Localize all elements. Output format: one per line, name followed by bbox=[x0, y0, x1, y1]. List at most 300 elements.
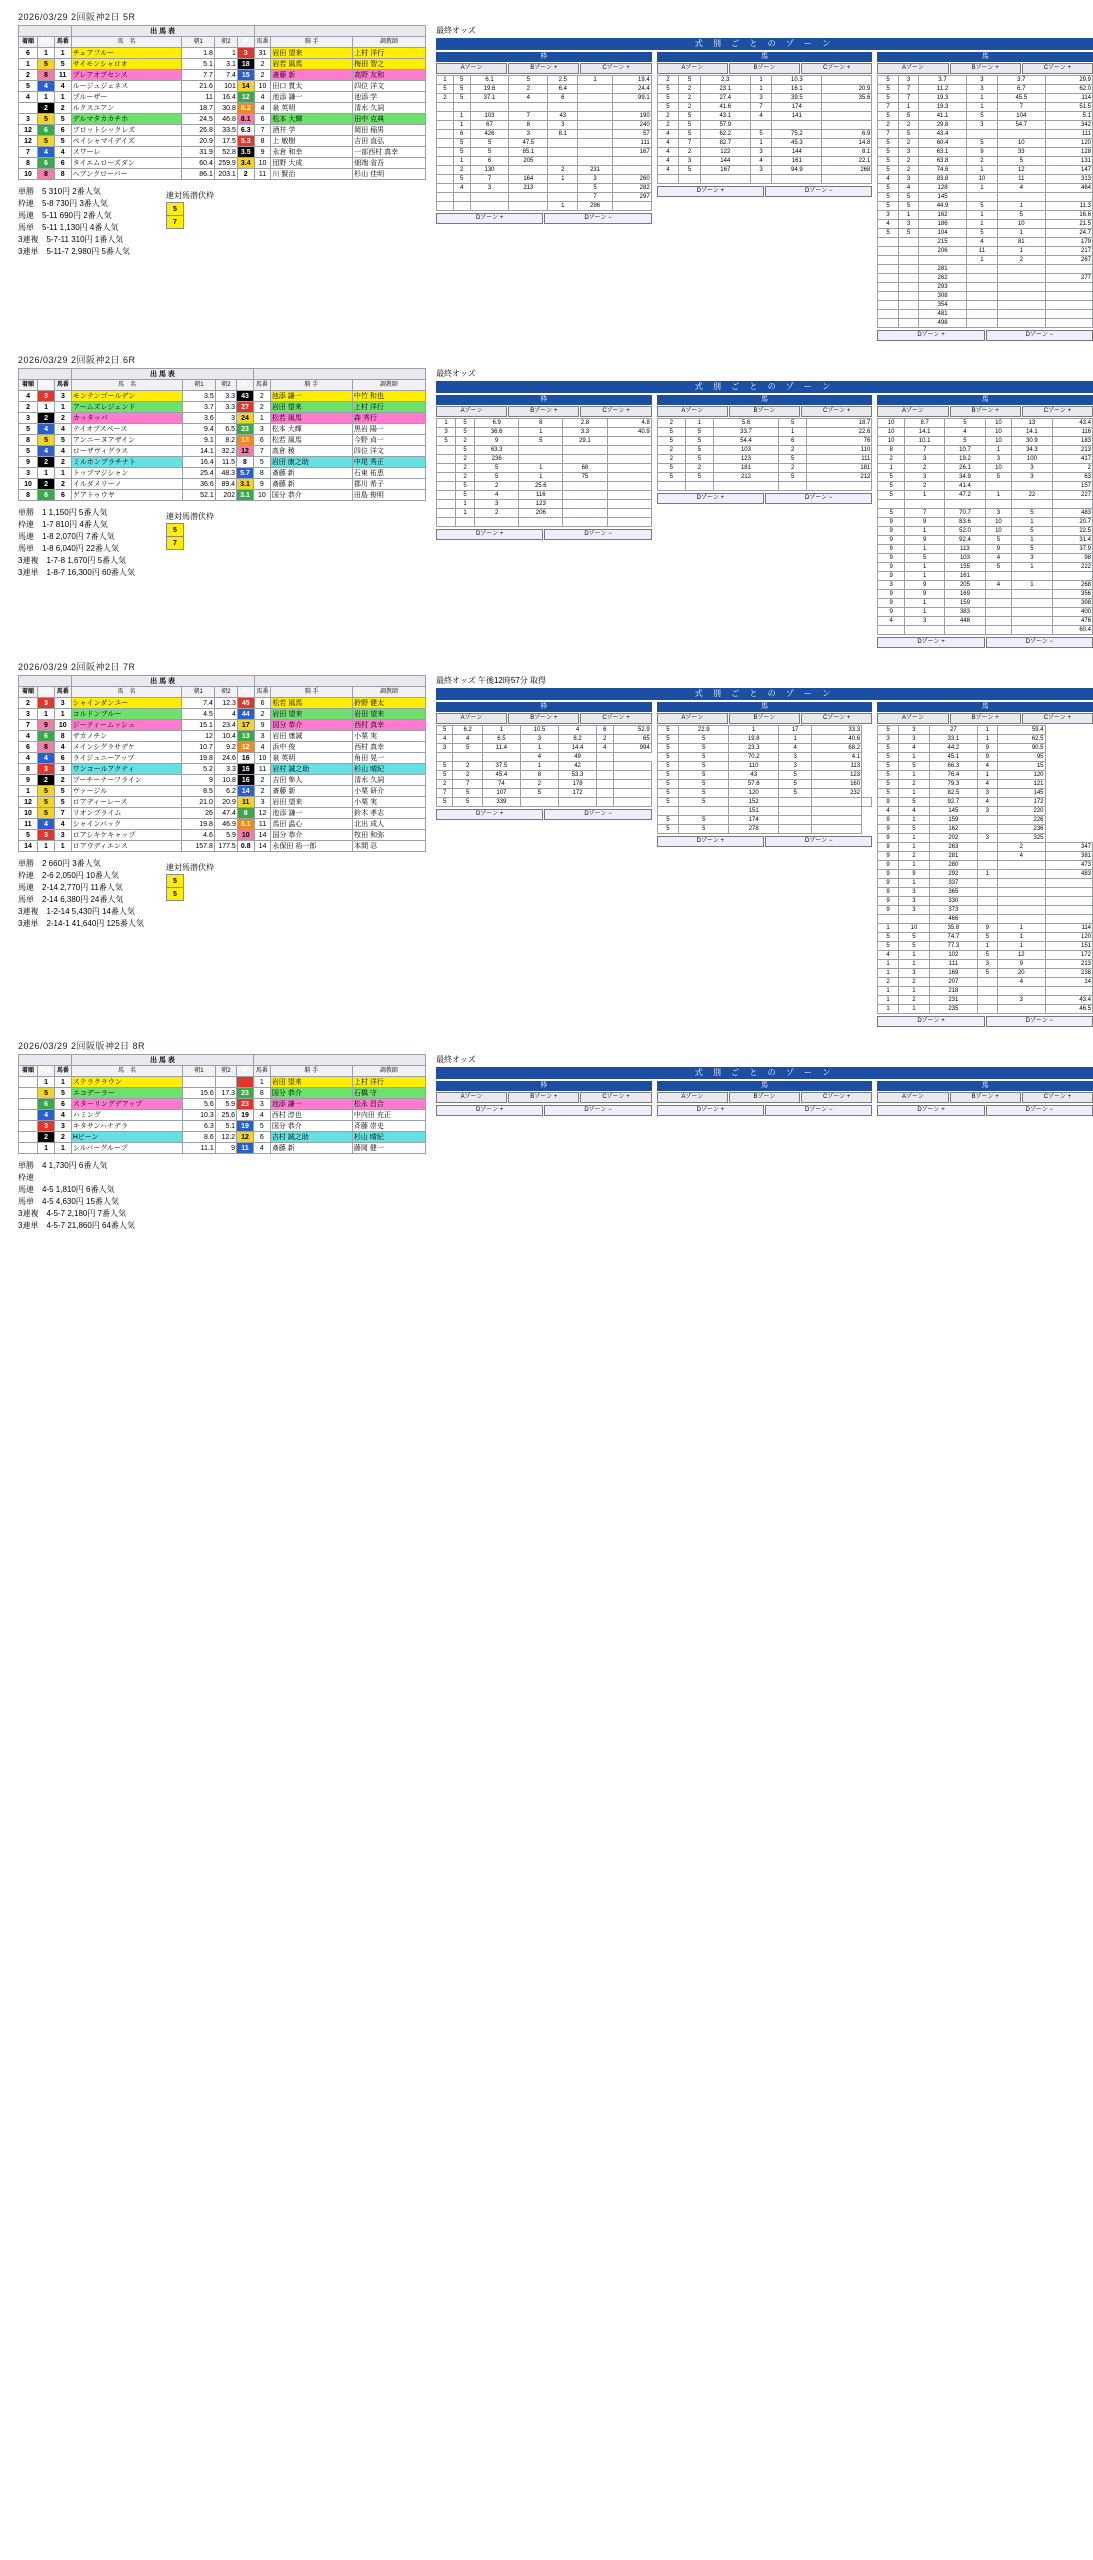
cell: 52.9 bbox=[613, 726, 651, 735]
table-row bbox=[878, 274, 1093, 283]
cell: 83.6 bbox=[945, 518, 985, 527]
bracket-number: 5 bbox=[38, 59, 55, 70]
cell: 5 bbox=[898, 825, 929, 834]
jockey-number: 31 bbox=[254, 48, 271, 59]
cell: 5 bbox=[456, 491, 475, 500]
cell bbox=[1045, 906, 1093, 915]
cell: 1 bbox=[898, 771, 929, 780]
cell bbox=[578, 94, 612, 103]
table-row bbox=[878, 247, 1093, 256]
cell: 14.4 bbox=[559, 744, 597, 753]
zone-subheader: Bゾーン + bbox=[950, 1092, 1021, 1103]
jockey-name: 岩村 誠之助 bbox=[271, 764, 353, 775]
cell: 4 bbox=[597, 744, 613, 753]
cell: 5 bbox=[509, 76, 548, 85]
cell: 1 bbox=[966, 220, 997, 229]
cell bbox=[977, 816, 997, 825]
cell: 1 bbox=[966, 103, 997, 112]
table-row bbox=[437, 491, 652, 500]
cell bbox=[453, 193, 470, 202]
cell: 1 bbox=[1012, 536, 1052, 545]
cell bbox=[597, 762, 613, 771]
cell: 6.2 bbox=[453, 726, 482, 735]
cell bbox=[437, 509, 456, 518]
cell bbox=[998, 292, 1045, 301]
cell: 47.5 bbox=[509, 139, 548, 148]
odds-morning-1: 26 bbox=[182, 808, 214, 819]
cell: 9 bbox=[898, 870, 929, 879]
cell: 25.6 bbox=[519, 482, 563, 491]
zone-bar: 式 別 ご と の ゾ ー ン bbox=[436, 688, 1093, 700]
cell: 9 bbox=[977, 924, 997, 933]
table-row bbox=[878, 969, 1093, 978]
table-row bbox=[657, 112, 872, 121]
cell: 103 bbox=[470, 112, 509, 121]
cell bbox=[578, 103, 612, 112]
cell: 205 bbox=[509, 157, 548, 166]
cell bbox=[1045, 987, 1093, 996]
horse-row bbox=[19, 479, 426, 490]
cell: 3 bbox=[898, 220, 918, 229]
jockey-number: 3 bbox=[253, 1099, 270, 1110]
cell bbox=[878, 265, 898, 274]
cell bbox=[437, 518, 456, 527]
cell: 4 bbox=[898, 807, 929, 816]
cell bbox=[563, 509, 607, 518]
zone-column-title: 馬 bbox=[877, 702, 1093, 712]
table-row bbox=[878, 545, 1093, 554]
jockey-name: 池添 謙一 bbox=[271, 92, 353, 103]
cell: 6 bbox=[779, 437, 807, 446]
cell bbox=[470, 193, 509, 202]
horse-row bbox=[19, 819, 426, 830]
odds-morning-1: 3.7 bbox=[183, 402, 216, 413]
zone-subheader: Cゾーン + bbox=[580, 406, 651, 417]
odds-title: 最終オッズ bbox=[436, 1055, 476, 1064]
left-column bbox=[18, 1054, 428, 1232]
bracket-number: 5 bbox=[38, 1088, 55, 1099]
cell: 5 bbox=[878, 202, 898, 211]
dzone-label: Dゾーン − bbox=[765, 836, 872, 847]
cell: 2 bbox=[898, 852, 929, 861]
cell: 167 bbox=[612, 148, 651, 157]
cell: 3 bbox=[878, 735, 898, 744]
jockey-number: 5 bbox=[253, 457, 270, 468]
table-row bbox=[878, 184, 1093, 193]
cell: 5 bbox=[977, 969, 997, 978]
finish-position: 14 bbox=[19, 841, 38, 852]
cell bbox=[1012, 500, 1052, 509]
cell: 9 bbox=[878, 572, 905, 581]
cell: 2 bbox=[679, 103, 701, 112]
cell: 4 bbox=[559, 726, 597, 735]
cell bbox=[977, 888, 997, 897]
cell: 111 bbox=[807, 455, 872, 464]
cell: 33.1 bbox=[930, 735, 977, 744]
table-row bbox=[878, 554, 1093, 563]
cell: 4 bbox=[657, 139, 679, 148]
cell bbox=[519, 518, 563, 527]
cell bbox=[779, 798, 812, 807]
odds-morning-2: 9.2 bbox=[214, 742, 237, 753]
odds-morning-2: 259.9 bbox=[214, 158, 237, 169]
odds-morning-2: 17.3 bbox=[215, 1088, 236, 1099]
cell: 144 bbox=[772, 148, 822, 157]
cell: 330 bbox=[930, 897, 977, 906]
cell: 6.1 bbox=[470, 76, 509, 85]
cell: 8 bbox=[520, 771, 558, 780]
zone-column-title: 枠 bbox=[436, 395, 652, 405]
jockey-bracket: 8.2 bbox=[237, 103, 254, 114]
table-row bbox=[437, 789, 652, 798]
cell: 5 bbox=[679, 166, 701, 175]
cell: 167 bbox=[700, 166, 750, 175]
cell: 7 bbox=[878, 130, 898, 139]
cell: 3 bbox=[898, 897, 929, 906]
horse-row bbox=[19, 841, 426, 852]
zone-subheader: Cゾーン + bbox=[580, 63, 651, 74]
cell: 5 bbox=[878, 482, 905, 491]
cell: 1 bbox=[453, 157, 470, 166]
cell: 5 bbox=[878, 112, 898, 121]
cell: 113 bbox=[812, 762, 862, 771]
cell: 111 bbox=[930, 960, 977, 969]
cell: 3 bbox=[977, 789, 997, 798]
cell: 63.8 bbox=[919, 157, 966, 166]
horse-name: スターリングデアップ bbox=[71, 1099, 182, 1110]
table-row bbox=[878, 419, 1093, 428]
zone-bar: 式 別 ご と の ゾ ー ン bbox=[436, 1067, 1093, 1079]
cell: 1 bbox=[750, 85, 772, 94]
cell: 2 bbox=[657, 419, 685, 428]
cell: 22.6 bbox=[807, 428, 872, 437]
odds-morning-1: 4.5 bbox=[182, 709, 214, 720]
cell bbox=[437, 184, 454, 193]
cell: 236 bbox=[998, 825, 1045, 834]
table-row bbox=[437, 202, 652, 211]
cell: 4 bbox=[985, 581, 1012, 590]
finish-position: 8 bbox=[19, 158, 38, 169]
col-header: 着順 bbox=[19, 37, 38, 48]
cell: 1 bbox=[977, 726, 997, 735]
odds-morning-2: 5.9 bbox=[215, 1099, 236, 1110]
cell: 5 bbox=[898, 112, 918, 121]
odds-morning-2: 47.4 bbox=[214, 808, 237, 819]
horse-number: 2 bbox=[54, 103, 71, 114]
horse-name: Hビーン bbox=[71, 1132, 182, 1143]
cell bbox=[977, 996, 997, 1005]
cell bbox=[607, 491, 651, 500]
cell bbox=[977, 843, 997, 852]
jockey-number: 6 bbox=[253, 1132, 270, 1143]
table-row bbox=[657, 103, 872, 112]
cell: 2 bbox=[453, 166, 470, 175]
cell: 3 bbox=[1012, 464, 1052, 473]
cell: 1 bbox=[898, 789, 929, 798]
jockey-number: 11 bbox=[254, 819, 271, 830]
table-row bbox=[657, 130, 872, 139]
cell: 2 bbox=[657, 455, 685, 464]
trainer-name: 斉藤 崇史 bbox=[352, 1121, 425, 1132]
cell: 1 bbox=[578, 76, 612, 85]
cell: 59.4 bbox=[998, 726, 1045, 735]
zone-subheader: Bゾーン + bbox=[950, 713, 1021, 724]
col-header: 騎 手 bbox=[270, 1066, 352, 1077]
jockey-name: 池添 謙一 bbox=[270, 391, 352, 402]
horse-number: 4 bbox=[54, 81, 71, 92]
cell: 260 bbox=[612, 175, 651, 184]
cell: 6.7 bbox=[998, 85, 1045, 94]
cell: 46.5 bbox=[1045, 1005, 1093, 1014]
cell: 1 bbox=[966, 94, 997, 103]
cell: 1 bbox=[977, 771, 997, 780]
table-row bbox=[878, 473, 1093, 482]
race-block bbox=[0, 1029, 1093, 1232]
cell bbox=[822, 76, 872, 85]
renta-cell: 5 bbox=[167, 203, 184, 216]
cell: 235 bbox=[930, 1005, 977, 1014]
cell: 41.4 bbox=[945, 482, 985, 491]
cell bbox=[578, 85, 612, 94]
odds-morning-2: 5.1 bbox=[215, 1121, 236, 1132]
table-row bbox=[657, 780, 872, 789]
odds-morning-1: 15.1 bbox=[182, 720, 214, 731]
finish-position: 10 bbox=[19, 808, 38, 819]
table-row bbox=[437, 798, 652, 807]
cell: 2 bbox=[898, 780, 929, 789]
cell: 3.3 bbox=[563, 428, 607, 437]
cell: 37.1 bbox=[470, 94, 509, 103]
table-row bbox=[437, 139, 652, 148]
col-header: 朝1 bbox=[182, 37, 214, 48]
horse-number: 2 bbox=[54, 1132, 71, 1143]
horse-row bbox=[19, 709, 426, 720]
table-row bbox=[878, 726, 1093, 735]
cell bbox=[1045, 265, 1093, 274]
cell bbox=[1045, 897, 1093, 906]
jockey-name: 団野 大成 bbox=[271, 158, 353, 169]
cell: 14.1 bbox=[1012, 428, 1052, 437]
odds-morning-1: 31.9 bbox=[182, 147, 214, 158]
cell: 5 bbox=[878, 933, 898, 942]
horse-row bbox=[19, 753, 426, 764]
cell: 10 bbox=[985, 437, 1012, 446]
cell: 107 bbox=[482, 789, 520, 798]
table-row bbox=[878, 843, 1093, 852]
zone-column bbox=[877, 52, 1093, 343]
jockey-bracket: 6.3 bbox=[237, 125, 254, 136]
cell bbox=[966, 130, 997, 139]
cell: 113 bbox=[945, 545, 985, 554]
cell: 9 bbox=[985, 545, 1012, 554]
cell: 4 bbox=[657, 157, 679, 166]
cell: 5 bbox=[878, 157, 898, 166]
cell: 4 bbox=[437, 735, 453, 744]
horse-row bbox=[19, 1143, 426, 1154]
cell: 1 bbox=[482, 726, 520, 735]
jockey-number: 4 bbox=[254, 742, 271, 753]
cell bbox=[898, 247, 918, 256]
cell: 10.1 bbox=[904, 437, 944, 446]
payout-line: 馬単 2-14 6,380円 24番人気 bbox=[18, 895, 124, 904]
odds-morning-1: 3.6 bbox=[183, 413, 216, 424]
cell: 6.5 bbox=[482, 735, 520, 744]
cell: 5 bbox=[898, 202, 918, 211]
cell bbox=[437, 121, 454, 130]
bracket-number: 6 bbox=[38, 1099, 55, 1110]
cell: 1 bbox=[456, 500, 475, 509]
cell bbox=[548, 103, 578, 112]
horse-name: ジーティームッシュ bbox=[71, 720, 182, 731]
cell: 116 bbox=[519, 491, 563, 500]
cell bbox=[822, 121, 872, 130]
cell: 6 bbox=[548, 94, 578, 103]
cell bbox=[898, 256, 918, 265]
cell bbox=[985, 626, 1012, 635]
cell bbox=[509, 193, 548, 202]
cell: 5 bbox=[878, 76, 898, 85]
cell: 104 bbox=[919, 229, 966, 238]
cell bbox=[607, 446, 651, 455]
cell: 213 bbox=[1045, 960, 1093, 969]
renta-row bbox=[167, 875, 184, 888]
cell: 5 bbox=[453, 175, 470, 184]
cell: 5 bbox=[985, 563, 1012, 572]
cell: 5 bbox=[657, 798, 679, 807]
cell: 27.4 bbox=[700, 94, 750, 103]
cell: 5 bbox=[520, 789, 558, 798]
col-header: 着順 bbox=[19, 687, 38, 698]
cell: 5 bbox=[679, 798, 729, 807]
cell bbox=[613, 789, 651, 798]
zone-column-title: 馬 bbox=[877, 52, 1093, 62]
jockey-name: 松本 大輝 bbox=[270, 424, 352, 435]
cell: 3 bbox=[966, 85, 997, 94]
table-row bbox=[657, 94, 872, 103]
table-row bbox=[878, 94, 1093, 103]
renta-row bbox=[167, 888, 184, 901]
jockey-number: 3 bbox=[253, 424, 270, 435]
horse-number: 6 bbox=[54, 125, 71, 136]
table-row bbox=[657, 446, 872, 455]
cell bbox=[977, 879, 997, 888]
cell: 172 bbox=[559, 789, 597, 798]
trainer-name: 鈴木 孝志 bbox=[353, 808, 426, 819]
cell bbox=[470, 202, 509, 211]
dzone-label: Dゾーン + bbox=[436, 1105, 543, 1116]
table-row bbox=[657, 139, 872, 148]
cell: 10 bbox=[878, 419, 905, 428]
horse-number: 5 bbox=[54, 136, 71, 147]
cell: 45.4 bbox=[482, 771, 520, 780]
odds-morning-1: 24.5 bbox=[182, 114, 214, 125]
cell: 1 bbox=[977, 735, 997, 744]
odds-morning-1: 6.3 bbox=[183, 1121, 216, 1132]
cell bbox=[607, 500, 651, 509]
cell: 4 bbox=[779, 744, 812, 753]
trainer-name: 杉山 晴紀 bbox=[352, 1132, 425, 1143]
zone-column-title: 枠 bbox=[436, 1081, 652, 1091]
cell: 111 bbox=[1045, 130, 1093, 139]
race-layout bbox=[18, 368, 1093, 650]
jockey-bracket: 19 bbox=[237, 1110, 254, 1121]
renta-row bbox=[167, 537, 184, 550]
cell: 123 bbox=[713, 455, 778, 464]
odds-morning-1: 18.7 bbox=[182, 103, 214, 114]
zone-subheader: Bゾーン bbox=[729, 406, 800, 417]
jockey-number: 8 bbox=[253, 1088, 270, 1099]
cell: 1 bbox=[1012, 563, 1052, 572]
cell: 202 bbox=[930, 834, 977, 843]
horse-name: テイオブスペース bbox=[71, 424, 182, 435]
zone-subheader: Aゾーン bbox=[877, 406, 948, 417]
table-row bbox=[657, 121, 872, 130]
cell bbox=[453, 103, 470, 112]
cell: 2 bbox=[966, 157, 997, 166]
col-header: 調教師 bbox=[353, 687, 426, 698]
jockey-name: 馬田 温心 bbox=[271, 819, 353, 830]
table-row bbox=[437, 500, 652, 509]
cell: 226 bbox=[998, 816, 1045, 825]
bracket-number: 1 bbox=[38, 402, 55, 413]
horse-row bbox=[19, 114, 426, 125]
cell: 17 bbox=[779, 726, 812, 735]
cell bbox=[607, 473, 651, 482]
odds-morning-2: 52.8 bbox=[214, 147, 237, 158]
cell bbox=[1012, 590, 1052, 599]
result-table bbox=[18, 1054, 426, 1154]
table-row bbox=[878, 852, 1093, 861]
table-row bbox=[878, 978, 1093, 987]
cell: 383 bbox=[945, 608, 985, 617]
cell: 29.8 bbox=[919, 121, 966, 130]
left-column bbox=[18, 675, 428, 930]
horse-row bbox=[19, 742, 426, 753]
zone-subheader: Aゾーン bbox=[436, 1092, 507, 1103]
cell bbox=[1012, 617, 1052, 626]
zone-column-title: 枠 bbox=[436, 52, 652, 62]
horse-row bbox=[19, 830, 426, 841]
cell: 45.1 bbox=[930, 753, 977, 762]
cell bbox=[966, 274, 997, 283]
zone-subheader: Cゾーン + bbox=[580, 1092, 651, 1103]
cell: 278 bbox=[729, 825, 779, 834]
dzone-label: Dゾーン + bbox=[657, 1105, 764, 1116]
trainer-name: 小栗 研介 bbox=[353, 786, 426, 797]
bracket-number: 5 bbox=[38, 797, 55, 808]
finish-position bbox=[19, 1121, 38, 1132]
bracket-number: 6 bbox=[38, 158, 55, 169]
odds-morning-1: 11.1 bbox=[183, 1143, 216, 1154]
horse-number: 1 bbox=[54, 402, 71, 413]
cell: 57.6 bbox=[729, 780, 779, 789]
cell: 5 bbox=[1012, 509, 1052, 518]
cell: 3 bbox=[578, 175, 612, 184]
cell: 94.9 bbox=[772, 166, 822, 175]
cell: 7 bbox=[750, 103, 772, 112]
cell: 5 bbox=[679, 744, 729, 753]
table-row bbox=[437, 166, 652, 175]
cell: 4 bbox=[878, 220, 898, 229]
zone-subheader: Cゾーン + bbox=[801, 406, 872, 417]
payout-line: 3連単 4-5-7 21,860円 64番人気 bbox=[18, 1221, 135, 1230]
zone-column-title: 馬 bbox=[657, 702, 873, 712]
cell: 3 bbox=[878, 581, 905, 590]
renta-box-wrap bbox=[166, 190, 214, 229]
cell: 2.5 bbox=[548, 76, 578, 85]
cell bbox=[772, 121, 822, 130]
jockey-name: 西村 淳也 bbox=[270, 1110, 352, 1121]
